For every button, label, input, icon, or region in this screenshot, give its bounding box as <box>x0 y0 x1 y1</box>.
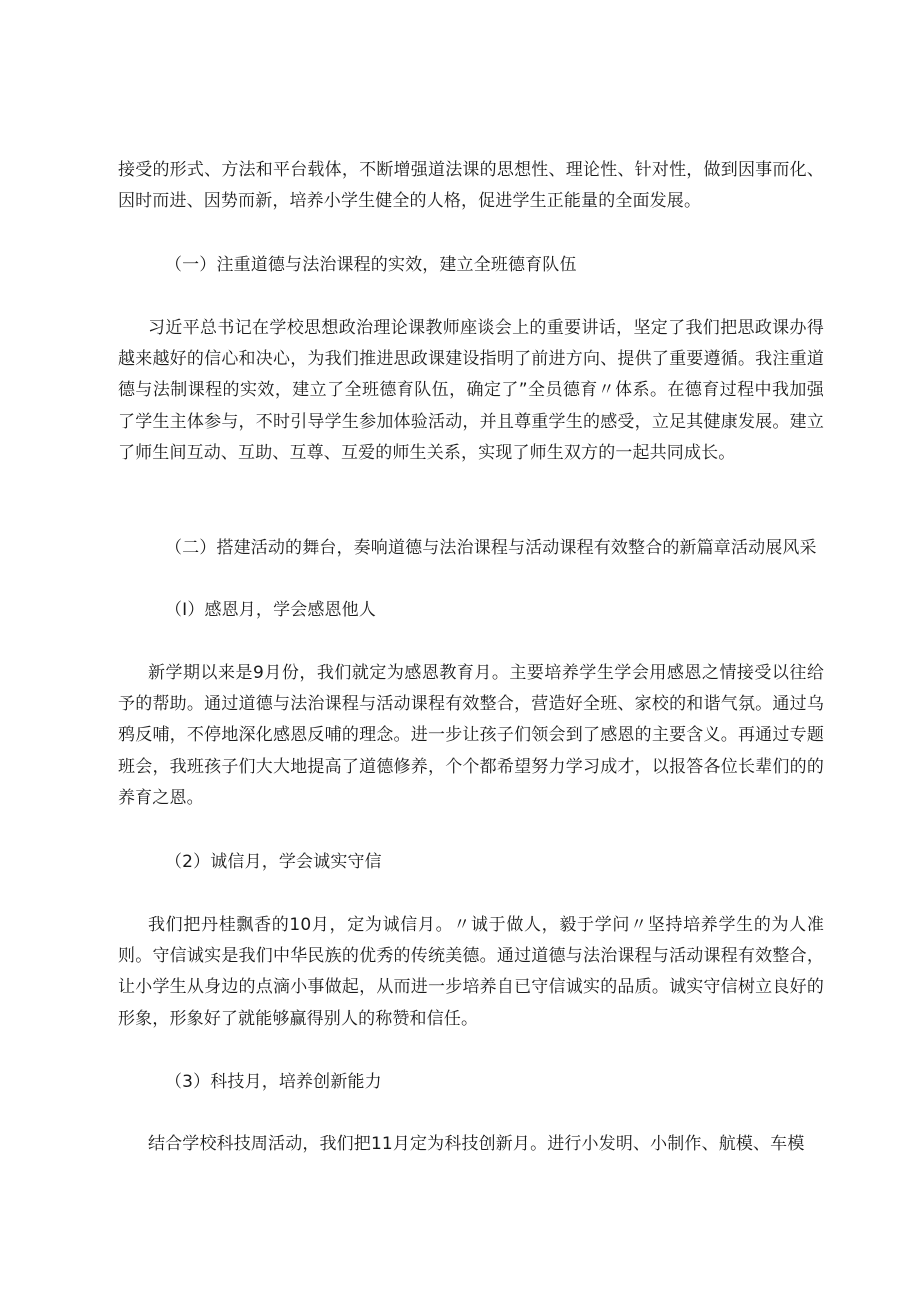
item-heading-1: （I）感恩月，学会感恩他人 <box>165 600 376 620</box>
paragraph-section-1: 习近平总书记在学校思想政治理论课教师座谈会上的重要讲话，坚定了我们把思政课办得越来越好的信心和决心，为我们推进思政课建设指明了前进方向、提供了重要遵循。我注重道德与法制课程的实效，建立了全班德育队伍，确定了”全员德育〃体系。在德育过程中我加强了学生主体参与，不时引导学生参加体验活动，并且尊重学生的感受，立足其健康发展。建立了师生间互动、互助、互尊、互爱的师生关系，实现了师生双方的一起共同成长。 <box>118 318 824 463</box>
item-heading-2: （2）诚信月，学会诚实守信 <box>165 852 382 872</box>
paragraph-item-2: 我们把丹桂飘香的10月，定为诚信月。〃诚于做人，毅于学问〃坚持培养学生的为人准则。守信诚实是我们中华民族的优秀的传统美德。通过道德与法治课程与活动课程有效整合，让小学生从身边的点滴小事做起，从而进一步培养自已守信诚实的品质。诚实守信树立良好的形象，形象好了就能够赢得别人的称赞和信任。 <box>118 915 824 1029</box>
paragraph-item-1: 新学期以来是9月份，我们就定为感恩教育月。主要培养学生学会用感恩之情接受以往给予的帮助。通过道德与法治课程与活动课程有效整合，营造好全班、家校的和谐气氛。通过乌鸦反哺，不停地深化感恩反哺的理念。进一步让孩子们领会到了感恩的主要含义。再通过专题班会，我班孩子们大大地提高了道德修养，个个都希望努力学习成才，以报答各位长辈们的的养育之恩。 <box>118 663 824 808</box>
item-heading-3: （3）科技月，培养创新能力 <box>165 1072 382 1092</box>
paragraph-item-3: 结合学校科技周活动，我们把11月定为科技创新月。进行小发明、小制作、航模、车模 <box>148 1134 805 1154</box>
section-heading-1: （一）注重道德与法治课程的实效，建立全班德育队伍 <box>165 255 577 275</box>
section-heading-2: （二）搭建活动的舞台，奏响道德与法治课程与活动课程有效整合的新篇章活动展风采 <box>165 538 817 558</box>
paragraph-intro: 接受的形式、方法和平台载体，不断增强道法课的思想性、理论性、针对性，做到因事而化、因时而进、因势而新，培养小学生健全的人格，促进学生正能量的全面发展。 <box>118 160 824 212</box>
